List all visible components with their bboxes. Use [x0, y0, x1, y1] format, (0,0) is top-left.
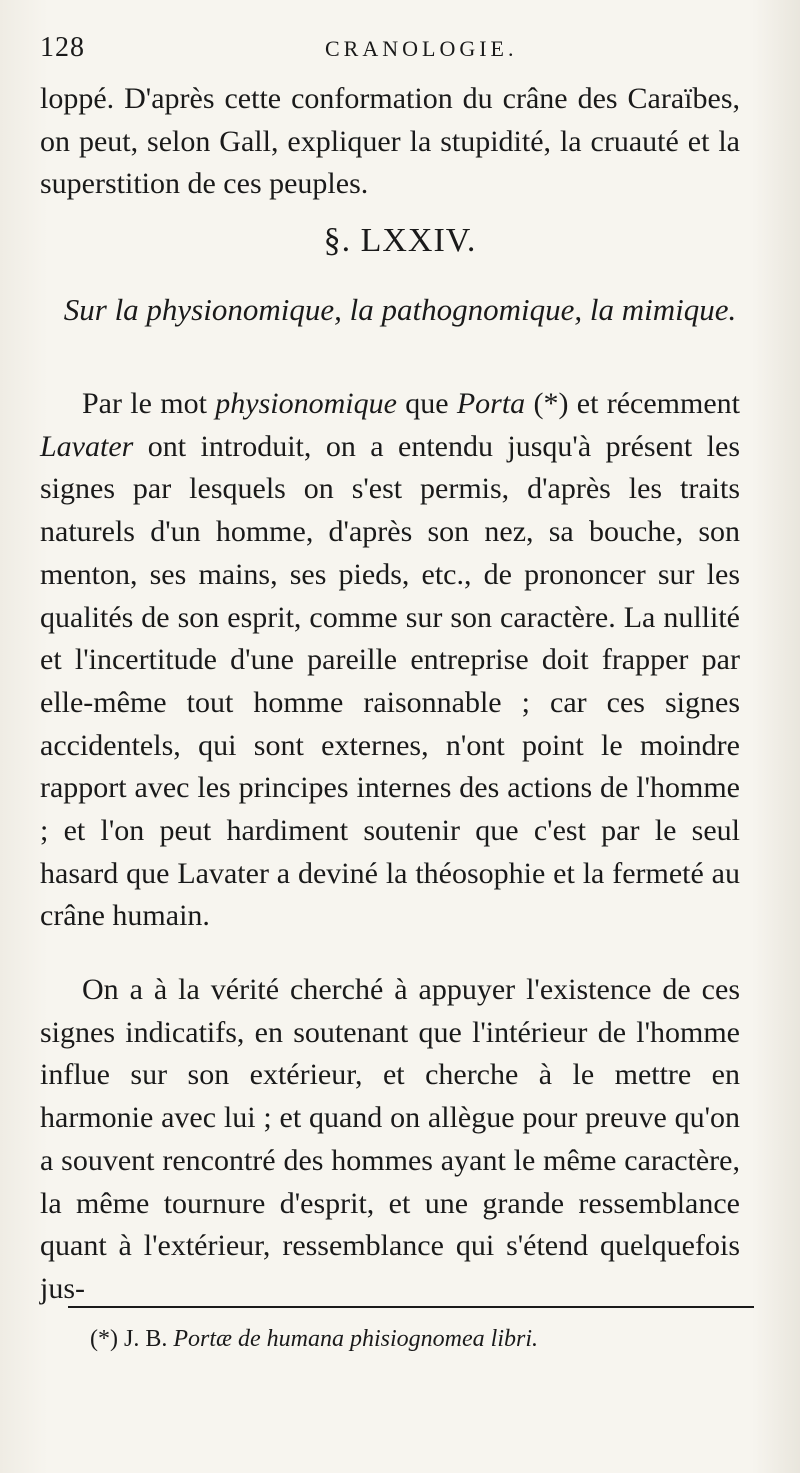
paragraph-continuation — [40, 78, 740, 206]
running-head: CRANOLOGIE. — [325, 36, 518, 61]
paragraph-2-part3: (*) et récemment — [525, 387, 740, 420]
footnote-divider — [68, 1306, 754, 1308]
footnote-marker: (*) J. B. — [90, 1326, 174, 1352]
page-header — [40, 32, 760, 72]
paragraph-2-text — [40, 383, 740, 938]
paragraph-2-part1: Par le mot — [82, 387, 216, 420]
paragraph-3 — [40, 969, 740, 1311]
paragraph-2 — [40, 383, 740, 938]
footnote — [90, 1323, 750, 1355]
section-number: §. LXXIV. — [323, 222, 477, 259]
footnote-text: Portæ de humana phisiognomea libri. — [173, 1326, 539, 1352]
term-physionomique: physionomique — [215, 387, 397, 420]
paragraph-3-text: On a à la vérité cherché à appuyer l'existence de ces signes indicatifs, en soutenant que l'intérieur de l'homme influe sur son extérieur, et cherche à le mettre en harmonie avec lui ; et quand on allègue pour preuve qu'on a souvent rencontré des hommes ayant le même caractère, la même tournure d'esprit, et une grande ressemblance quant à l'extérieur, ressemblance qui s'étend quelquefois jus- — [40, 973, 740, 1305]
author-porta: Porta — [456, 387, 526, 420]
section-title: Sur la physionomique, la pathognomique, la mimique. — [63, 292, 737, 327]
paragraph-2-part4: ont introduit, on a entendu jusqu'à présent les signes par lesquels on s'est permis, d'après les traits naturels d'un homme, d'après son nez, sa bouche, son menton, ses mains, ses pieds, etc., de prononcer sur les qualités de son esprit, comme sur son caractère. La nullité et l'incertitude d'une pareille entreprise doit frapper par elle-même tout homme raisonnable ; car ces signes accidentels, qui sont externes, n'ont point le moindre rapport avec les principes internes des actions de l'homme ; et l'on peut hardiment soutenir que c'est par le seul hasard que Lavater a deviné la théosophie et la fermeté au crâne humain. — [40, 429, 740, 933]
paragraph-1-text: loppé. D'après cette conformation du crâne des Caraïbes, on peut, selon Gall, expliquer la stupidité, la cruauté et la superstition de ces peuples. — [40, 82, 740, 201]
author-lavater: Lavater — [40, 429, 134, 463]
page-number: 128 — [40, 32, 85, 63]
paragraph-2-part2: que — [396, 387, 457, 420]
